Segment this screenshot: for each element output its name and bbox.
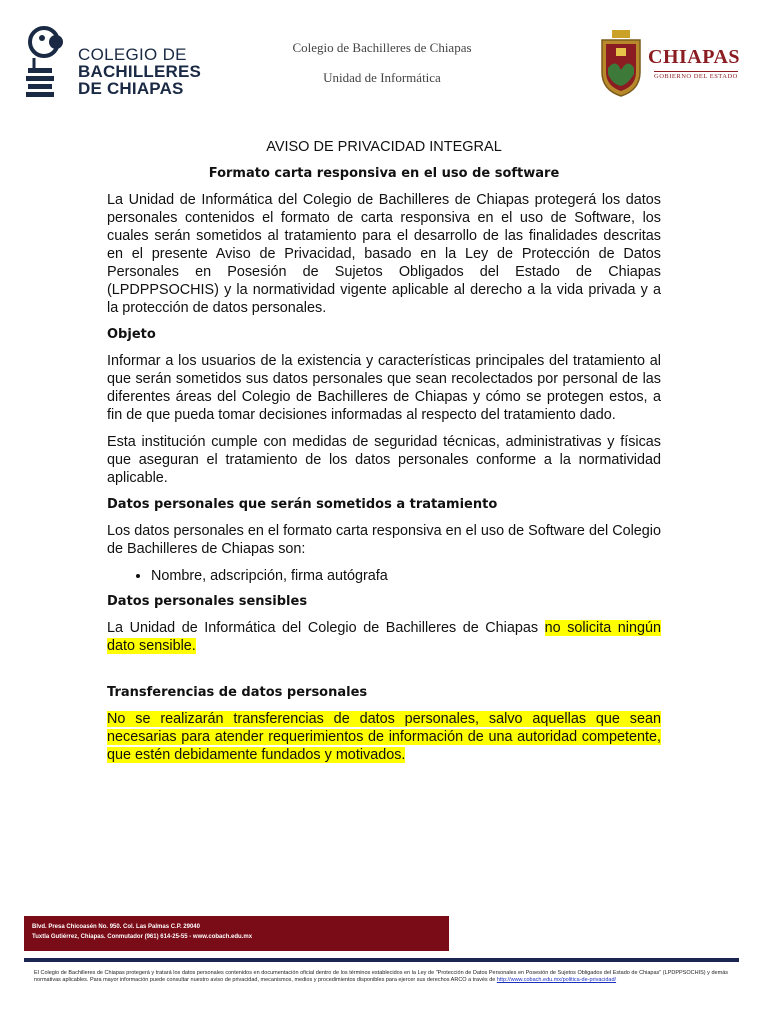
chiapas-logo <box>598 28 748 98</box>
objeto-paragraph-2: Esta institución cumple con medidas de seguridad técnicas, administrativas y físicas que aseguran el tratamiento de los datos personales conforme a la normatividad aplicable. <box>107 434 661 486</box>
sensibles-highlight: no solicita ningún dato sensible. <box>107 620 661 654</box>
header-unit: Unidad de Informática <box>323 70 441 85</box>
objeto-paragraph-1: Informar a los usuarios de la existencia y características principales del tratamiento al que serán sometidos sus datos personales que sean recolectados por personal de las diferentes áreas del Colegio de Bachilleres de Chiapas y cómo se protegen estos, a fin de que pueda tomar decisiones informadas al respecto del tratamiento dado. <box>107 353 661 423</box>
header-institution: Colegio de Bachilleres de Chiapas <box>292 40 472 55</box>
document-subtitle: Formato carta responsiva en el uso de software <box>208 166 560 181</box>
footer-note <box>34 970 728 984</box>
footer-note-text: El Colegio de Bachilleres de Chiapas protegerá y tratará los datos personales contenidos en documentación oficial dentro de los términos establecidos en la Ley de "Protección de Datos Personales en Posesión de Sujetos Obligados del Estado de Chiapas" (LPDPPSOCHIS) y demás normativas aplicables. Para mayor información puede consultar nuestro aviso de privacidad, mecanismos, medios y procedimientos disponibles para ejercer sus derechos ARCO a través de <box>34 970 728 983</box>
cobach-logo <box>24 24 224 102</box>
transfer-heading: Transferencias de datos personales <box>107 685 368 700</box>
cobach-emblem-icon <box>24 24 74 102</box>
sensibles-text: La Unidad de Informática del Colegio de Bachilleres de Chiapas <box>107 620 545 636</box>
datos-heading: Datos personales que serán sometidos a tratamiento <box>107 497 498 512</box>
objeto-heading: Objeto <box>107 327 156 342</box>
footer-address-1: Blvd. Presa Chicoasén No. 950. Col. Las Palmas C.P. 29040 <box>32 924 200 930</box>
chiapas-shield-icon <box>598 28 644 98</box>
logo-line-1: COLEGIO DE <box>78 45 187 64</box>
transfer-paragraph <box>107 710 661 764</box>
sensibles-heading: Datos personales sensibles <box>107 594 308 609</box>
transfer-highlight: No se realizarán transferencias de datos personales, salvo aquellas que sean necesarias para atender requerimientos de información de una autoridad competente, que estén debidamente fundados y motivados. <box>107 711 661 763</box>
state-name: CHIAPAS <box>648 46 741 68</box>
footer-divider <box>24 958 739 962</box>
sensibles-paragraph <box>107 619 661 655</box>
document-body <box>107 138 661 773</box>
footer-address-bar <box>24 916 449 951</box>
header-center <box>250 40 514 100</box>
document-title: AVISO DE PRIVACIDAD INTEGRAL <box>266 139 502 155</box>
footer-address-2: Tuxtla Gutiérrez, Chiapas. Conmutador (961) 614-25-55 - www.cobach.edu.mx <box>32 934 253 940</box>
list-item: • Nombre, adscripción, firma autógrafa <box>151 567 661 585</box>
intro-paragraph: La Unidad de Informática del Colegio de Bachilleres de Chiapas protegerá los datos personales contenidos el formato de carta responsiva en el uso de Software, los cuales serán sometidos al tratamiento para el desarrollo de las finalidades descritas en el presente Aviso de Privacidad, basado en la Ley de Protección de Datos Personales en Posesión de Sujetos Obligados del Estado de Chiapas (LPDPPSOCHIS) y la normatividad vigente aplicable al derecho a la vida privada y a la protección de datos personales. <box>107 192 661 316</box>
state-subtitle: GOBIERNO DEL ESTADO <box>654 73 738 80</box>
logo-line-2: BACHILLERES <box>78 62 202 81</box>
datos-paragraph: Los datos personales en el formato carta responsiva en el uso de Software del Colegio de Bachilleres de Chiapas son: <box>107 523 661 557</box>
page-header <box>0 0 768 110</box>
logo-line-3: DE CHIAPAS <box>78 79 184 98</box>
privacy-policy-link[interactable]: http://www.cobach.edu.mx/politica-de-privacidad/ <box>496 977 617 983</box>
datos-list <box>107 567 661 585</box>
